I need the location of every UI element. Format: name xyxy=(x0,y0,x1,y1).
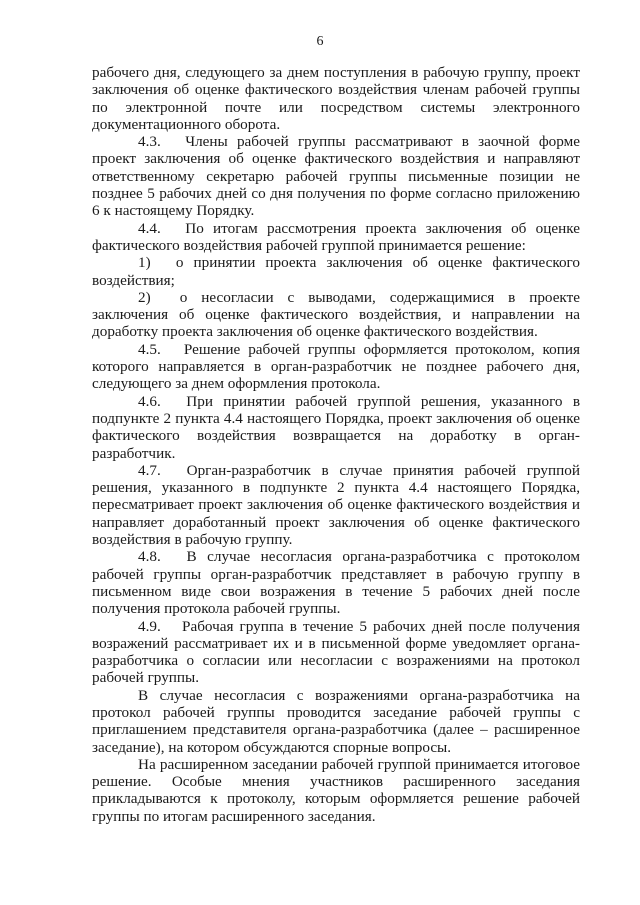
paragraph-continuation: рабочего дня, следующего за днем поступления в рабочую группу, проект заключения об оценке фактического воздействия членам рабочей группы по электронной почте или посредством системы электронного документационного оборота. xyxy=(92,64,580,133)
paragraph-extended-meeting: В случае несогласия с возражениями органа-разработчика на протокол рабочей группы проводится заседание рабочей группы с приглашением представителя органа-разработчика (далее – расширенное заседание), на котором обсуждаются спорные вопросы. xyxy=(92,686,580,756)
paragraph-4-9: 4.9. Рабочая группа в течение 5 рабочих дней после получения возражений рассматривает их и в письменной форме уведомляет органа-разработчика о согласии или несогласии с возражениями на протокол рабочей группы. xyxy=(92,617,580,687)
paragraph-4-4: 4.4. По итогам рассмотрения проекта заключения об оценке фактического воздействия рабочей группой принимается решение: xyxy=(92,219,580,254)
paragraph-4-4-item-2: 2) о несогласии с выводами, содержащимися в проекте заключения об оценке фактического воздействия, и направлении на доработку проекта заключения об оценке фактического воздействия. xyxy=(92,288,580,341)
paragraph-4-6: 4.6. При принятии рабочей группой решения, указанного в подпункте 2 пункта 4.4 настоящего Порядка, проект заключения об оценке фактического воздействия возвращается на доработку в орган-разработчик. xyxy=(92,392,580,462)
paragraph-4-8: 4.8. В случае несогласия органа-разработчика с протоколом рабочей группы орган-разработчик представляет в рабочую группу в письменном виде свои возражения в течение 5 рабочих дней после получения протокола рабочей группы. xyxy=(92,548,580,618)
paragraph-4-4-item-1: 1) о принятии проекта заключения об оценке фактического воздействия; xyxy=(92,254,580,289)
document-body xyxy=(92,64,580,825)
paragraph-4-5: 4.5. Решение рабочей группы оформляется протоколом, копия которого направляется в орган-разработчик не позднее рабочего дня, следующего за днем оформления протокола. xyxy=(92,340,580,393)
paragraph-4-7: 4.7. Орган-разработчик в случае принятия рабочей группой решения, указанного в подпункте 2 пункта 4.4 настоящего Порядка, пересматривает проект заключения об оценке фактического воздействия и направляет доработанный проект заключения об оценке фактического воздействия в рабочую группу. xyxy=(92,461,580,549)
paragraph-4-3: 4.3. Члены рабочей группы рассматривают в заочной форме проект заключения об оценке фактического воздействия и направляют ответственному секретарю рабочей группы письменные позиции не позднее 5 рабочих дней со дня получения по форме согласно приложению 6 к настоящему Порядку. xyxy=(92,133,580,220)
paragraph-final-decision: На расширенном заседании рабочей группой принимается итоговое решение. Особые мнения участников расширенного заседания прикладываются к протоколу, которым оформляется решение рабочей группы по итогам расширенного заседания. xyxy=(92,755,580,825)
page-number: 6 xyxy=(316,34,324,49)
